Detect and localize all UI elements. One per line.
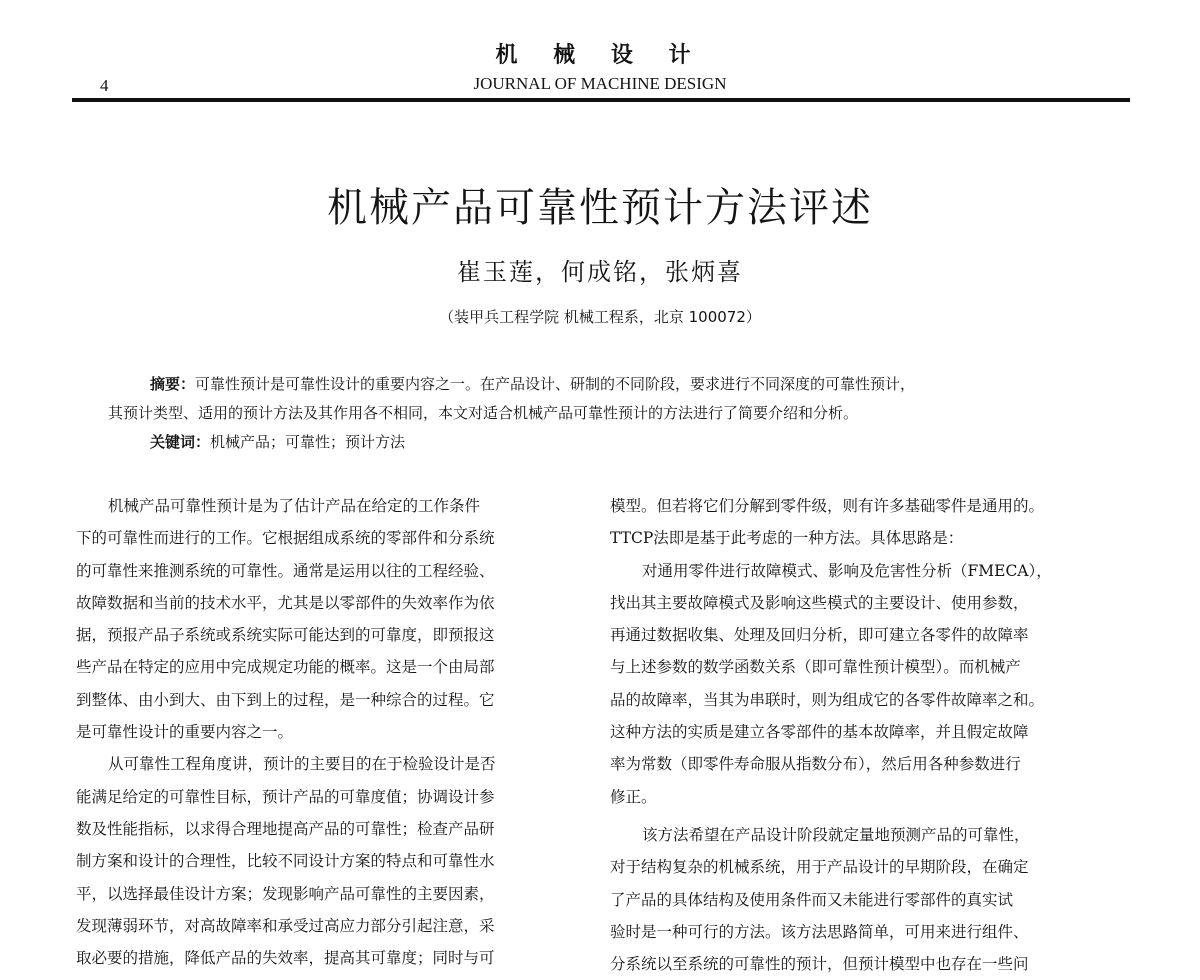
body-line: 制方案和设计的合理性，比较不同设计方案的特点和可靠性水 (76, 852, 495, 871)
body-line: 该方法希望在产品设计阶段就定量地预测产品的可靠性， (642, 825, 1030, 844)
abstract-line-1 (108, 370, 1098, 399)
body-line: 率为常数（即零件寿命服从指数分布），然后用各种参数进行 (610, 755, 1021, 774)
keywords-line (108, 428, 1098, 457)
abstract-text-1: 可靠性预计是可靠性设计的重要内容之一。在产品设计、研制的不同阶段，要求进行不同深度的可靠性预计， (195, 375, 916, 393)
body-line: 再通过数据收集、处理及回归分析，即可建立各零件的故障率 (610, 626, 1029, 645)
body-line: 与上述参数的数学函数关系（即可靠性预计模型）。而机械产 (610, 658, 1021, 677)
body-line: 机械产品可靠性预计是为了估计产品在给定的工作条件 (108, 497, 481, 515)
abstract-label: 摘要： (150, 375, 196, 393)
body-line: 是可靠性设计的重要内容之一。 (76, 723, 294, 742)
body-line: 到整体、由小到大、由下到上的过程，是一种综合的过程。它 (76, 690, 495, 709)
body-line: 品的故障率，当其为串联时，则为组成它的各零件故障率之和。 (610, 690, 1045, 709)
body-line: 取必要的措施，降低产品的失效率，提高其可靠度；同时与可 (76, 949, 495, 968)
body-line: 模型。但若将它们分解到零件级，则有许多基础零件是通用的。 (610, 497, 1045, 515)
body-line: 对通用零件进行故障模式、影响及危害性分析（FMECA）， (642, 561, 1052, 580)
body-line: 对于结构复杂的机械系统，用于产品设计的早期阶段，在确定 (610, 858, 1029, 877)
body-line: 下的可靠性而进行的工作。它根据组成系统的零部件和分系统 (76, 529, 495, 548)
keywords-label: 关键词： (150, 433, 211, 451)
body-line: 发现薄弱环节，对高故障率和承受过高应力部分引起注意，采 (76, 916, 495, 935)
page-number: 4 (100, 76, 109, 95)
header-rule (72, 98, 1130, 102)
body-line: 从可靠性工程角度讲，预计的主要目的在于检验设计是否 (108, 755, 496, 774)
journal-title-cn: 机 械 设 计 (495, 42, 705, 68)
body-line: 据，预报产品子系统或系统实际可能达到的可靠度，即预报这 (76, 626, 495, 645)
body-line: 验时是一种可行的方法。该方法思路简单，可用来进行组件、 (610, 922, 1029, 941)
body-line: 这种方法的实质是建立各零部件的基本故障率，并且假定故障 (610, 723, 1029, 742)
body-line: 了产品的具体结构及使用条件而又未能进行零部件的真实试 (610, 890, 1014, 909)
body-line: 分系统以至系统的可靠性的预计，但预计模型中也存在一些问 (610, 955, 1029, 974)
body-line: TTCP法即是基于此考虑的一种方法。具体思路是： (610, 529, 964, 548)
body-line: 故障数据和当前的技术水平，尤其是以零部件的失效率作为依 (76, 593, 495, 612)
left-column (76, 490, 584, 974)
article-title: 机械产品可靠性预计方法评述 (327, 185, 873, 231)
body-line: 数及性能指标，以求得合理地提高产品的可靠性；检查产品研 (76, 819, 495, 838)
body-line: 平，以选择最佳设计方案；发现影响产品可靠性的主要因素， (76, 884, 495, 903)
journal-title-en: JOURNAL OF MACHINE DESIGN (473, 74, 727, 93)
body-line: 些产品在特定的应用中完成规定功能的概率。这是一个由局部 (76, 658, 495, 677)
body-line: 的可靠性来推测系统的可靠性。通常是运用以往的工程经验、 (76, 561, 495, 580)
article-affiliation: （装甲兵工程学院 机械工程系，北京 100072） (439, 308, 761, 326)
body-line: 修正。 (610, 787, 657, 806)
keywords-text: 机械产品；可靠性；预计方法 (210, 433, 406, 451)
abstract-block (108, 370, 1098, 457)
article-authors: 崔玉莲，何成铭，张炳喜 (457, 258, 743, 286)
abstract-line-2: 其预计类型、适用的预计方法及其作用各不相同，本文对适合机械产品可靠性预计的方法进行了简要介绍和分析。 (108, 404, 859, 422)
right-column (610, 490, 1134, 980)
body-line: 找出其主要故障模式及影响这些模式的主要设计、使用参数， (610, 593, 1029, 612)
body-line: 能满足给定的可靠性目标，预计产品的可靠度值；协调设计参 (76, 787, 495, 806)
